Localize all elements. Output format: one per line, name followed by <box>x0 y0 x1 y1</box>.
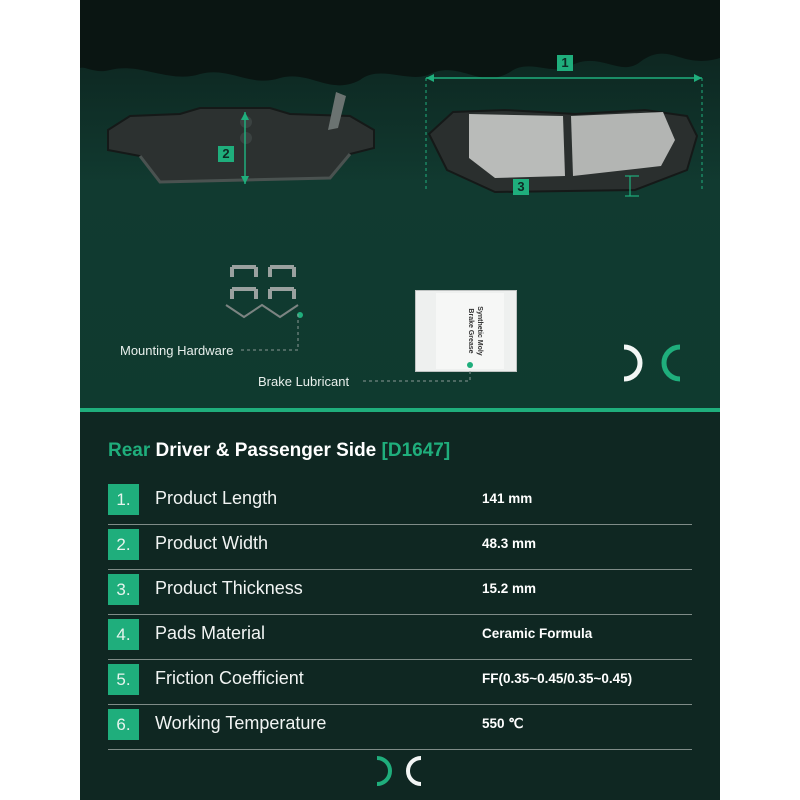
row-number: 6. <box>108 709 139 740</box>
row-divider <box>108 704 692 705</box>
row-number: 4. <box>108 619 139 650</box>
spec-row-thickness <box>108 574 692 619</box>
row-number: 3. <box>108 574 139 605</box>
row-value: 550 ℃ <box>482 716 524 731</box>
row-number: 1. <box>108 484 139 515</box>
row-divider <box>108 749 692 750</box>
packet-line-1: Synthetic Moly <box>476 306 483 356</box>
brake-lubricant-label: Brake Lubricant <box>258 374 350 389</box>
row-divider <box>108 524 692 525</box>
row-name: Working Temperature <box>155 713 327 733</box>
width-marker: 2 <box>218 146 234 162</box>
row-divider <box>108 614 692 615</box>
row-name: Product Width <box>155 533 269 553</box>
part-code: [D1647] <box>381 440 451 461</box>
product-panel <box>80 0 720 800</box>
lubricant-leader-line <box>360 355 480 385</box>
spec-row-material <box>108 619 692 664</box>
row-divider <box>108 659 692 660</box>
brake-pad-friction-image <box>425 100 705 200</box>
spec-row-width <box>108 529 692 574</box>
row-value: 141 mm <box>482 491 533 506</box>
row-divider <box>108 569 692 570</box>
row-number: 5. <box>108 664 139 695</box>
spec-title <box>108 440 450 462</box>
spec-row-friction <box>108 664 692 709</box>
hardware-leader-line <box>240 312 300 352</box>
spec-row-length <box>108 484 692 529</box>
row-name: Pads Material <box>155 623 266 643</box>
row-name: Product Thickness <box>155 578 303 598</box>
length-marker: 1 <box>557 55 573 71</box>
brake-pad-back-image <box>100 88 380 198</box>
packet-line-2: Brake Grease <box>467 308 474 354</box>
row-value: FF(0.35~0.45/0.35~0.45) <box>482 671 633 686</box>
dc-logo-icon <box>373 755 425 787</box>
product-illustration-area <box>80 0 720 410</box>
dc-logo-icon <box>620 343 688 383</box>
row-number: 2. <box>108 529 139 560</box>
row-value: Ceramic Formula <box>482 626 593 641</box>
row-value: 15.2 mm <box>482 581 537 596</box>
row-value: 48.3 mm <box>482 536 537 551</box>
title-main: Driver & Passenger Side <box>150 440 382 461</box>
thickness-marker: 3 <box>513 179 529 195</box>
title-accent: Rear <box>108 440 151 461</box>
spec-row-temperature <box>108 709 692 754</box>
mounting-hardware-label: Mounting Hardware <box>120 343 234 358</box>
row-name: Friction Coefficient <box>155 668 304 688</box>
row-name: Product Length <box>155 488 278 508</box>
